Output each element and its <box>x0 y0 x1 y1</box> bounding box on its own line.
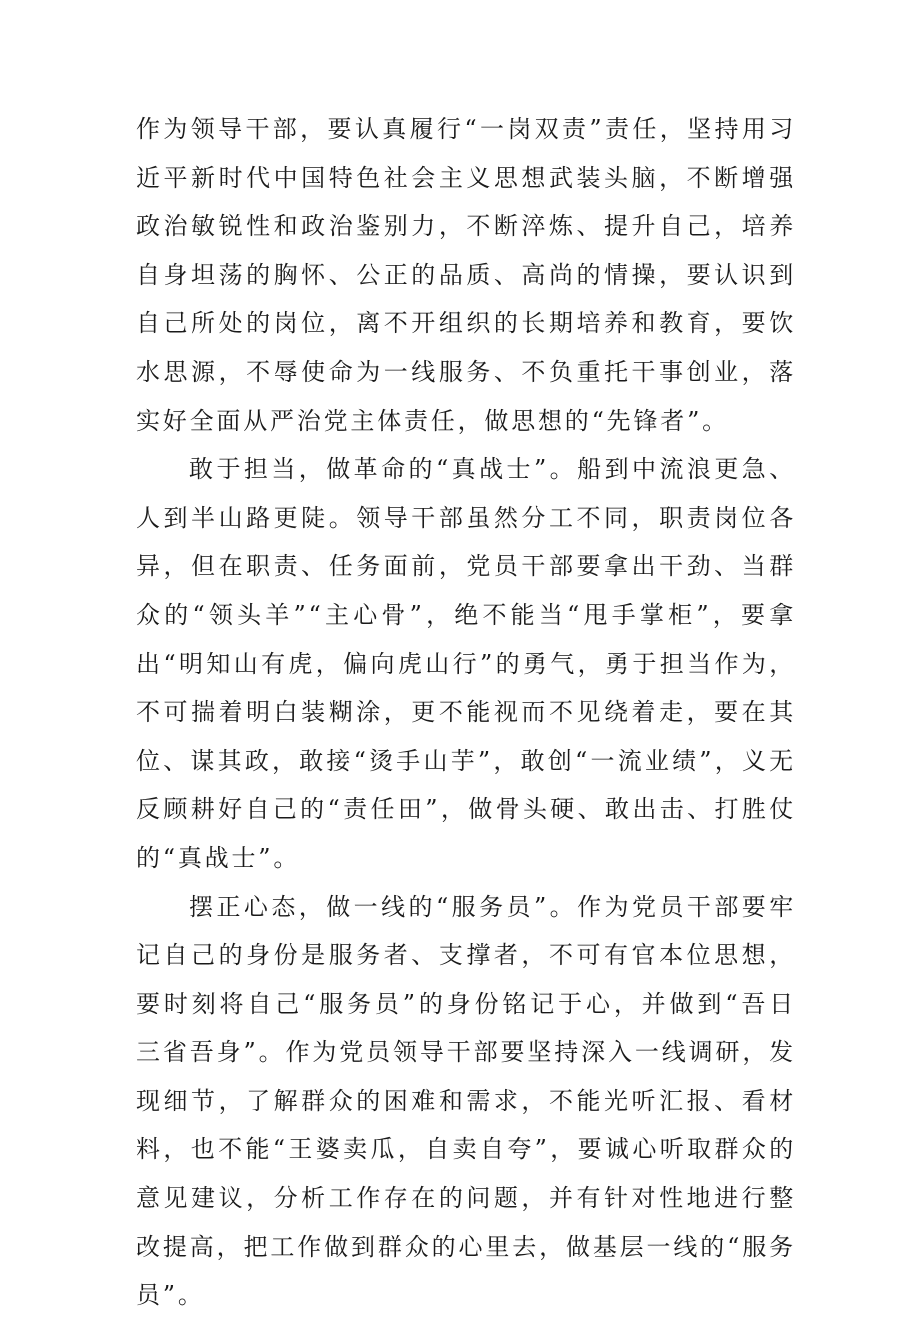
paragraph-serve-the-frontline: 摆正心态，做一线的“服务员”。作为党员干部要牢记自己的身份是服务者、支撑者，不可有官本位思想，要时刻将自己“服务员”的身份铭记于心，并做到“吾日三省吾身”。作为党员领导干部要坚持深入一线调研，发现细节，了解群众的困难和需求，不能光听汇报、看材料，也不能“王婆卖瓜，自卖自夸”，要诚心听取群众的意见建议，分析工作存在的问题，并有针对性地进行整改提高，把工作做到群众的心里去，做基层一线的“服务员”。 <box>136 892 796 1310</box>
paragraph-dare-to-take-responsibility: 敢于担当，做革命的“真战士”。船到中流浪更急、人到半山路更陡。领导干部虽然分工不同，职责岗位各异，但在职责、任务面前，党员干部要拿出干劲、当群众的“领头羊”“主心骨”，绝不能当“甩手掌柜”，要拿出“明知山有虎，偏向虎山行”的勇气，勇于担当作为，不可揣着明白装糊涂，更不能视而不见绕着走，要在其位、谋其政，敢接“烫手山芋”，敢创“一流业绩”，义无反顾耕好自己的“责任田”，做骨头硬、敢出击、打胜仗的“真战士”。 <box>136 455 796 872</box>
paragraph-leadership-responsibility: 作为领导干部，要认真履行“一岗双责”责任，坚持用习近平新时代中国特色社会主义思想武装头脑，不断增强政治敏锐性和政治鉴别力，不断淬炼、提升自己，培养自身坦荡的胸怀、公正的品质、高尚的情操，要认识到自己所处的岗位，离不开组织的长期培养和教育，要饮水思源，不辱使命为一线服务、不负重托干事创业，落实好全面从严治党主体责任，做思想的“先锋者”。 <box>136 115 796 435</box>
document-body <box>136 105 796 1320</box>
